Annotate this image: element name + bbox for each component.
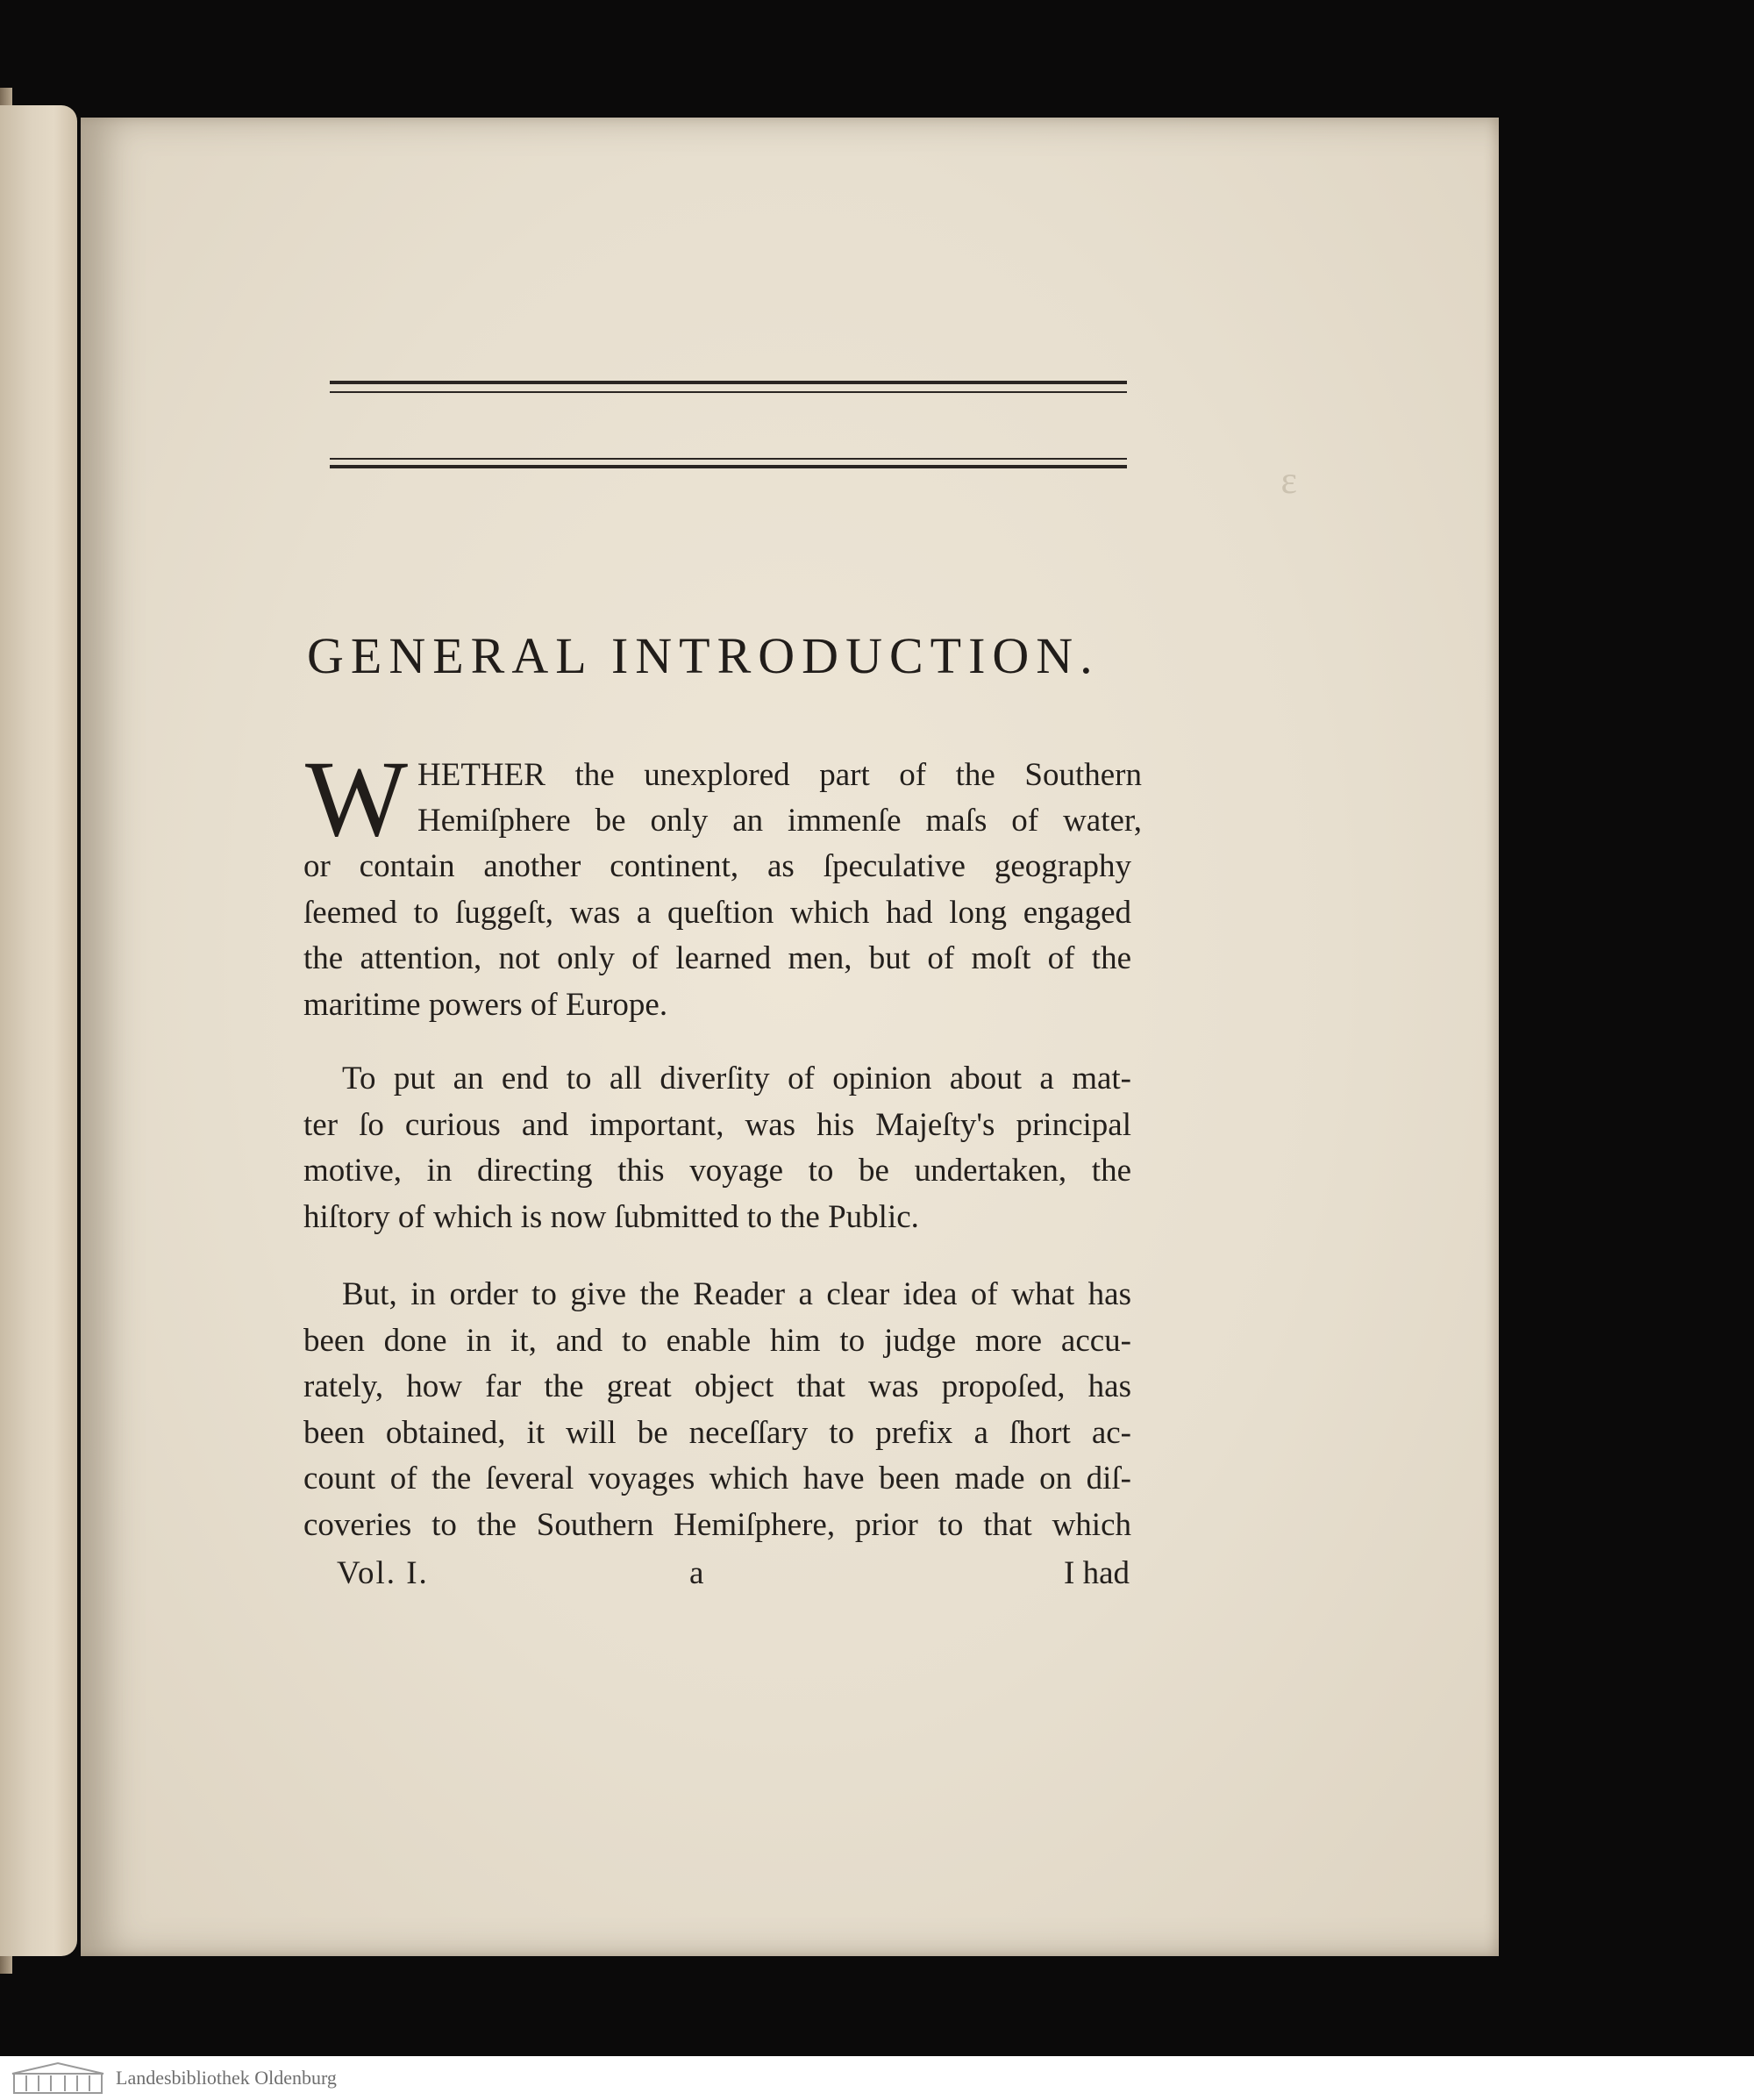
text-line: rately, how far the great object that was propoſed, has — [303, 1368, 1131, 1404]
library-name: Landesbibliothek Oldenburg — [116, 2067, 337, 2089]
previous-page-edge — [0, 105, 77, 1956]
paragraph-2 — [303, 1056, 1131, 1240]
header-rule-bottom-2 — [330, 465, 1127, 468]
book-page — [81, 118, 1499, 1956]
page-title: GENERAL INTRODUCTION. — [307, 627, 1100, 684]
header-rule-bottom-1 — [330, 458, 1127, 460]
text-line: hiſtory of which is now ſubmitted to the Public. — [303, 1198, 919, 1235]
page-footer — [337, 1554, 1130, 1598]
drop-cap: W — [305, 739, 409, 859]
library-building-icon — [9, 2061, 107, 2095]
text-line: ſeemed to ſuggeſt, was a queſtion which had long engaged — [303, 894, 1131, 931]
para1-line2: Hemiſphere be only an immenſe maſs of water, — [417, 803, 1142, 839]
para1-line1: HETHER the unexplored part of the Southern — [417, 757, 1142, 793]
text-line: coveries to the Southern Hemiſphere, prior to that which — [303, 1506, 1131, 1543]
text-line: ter ſo curious and important, was his Majeſty's principal — [303, 1106, 1131, 1143]
text-line: the attention, not only of learned men, but of moſt of the — [303, 940, 1131, 976]
paragraph-1 — [303, 844, 1131, 1028]
library-footer-bar — [0, 2056, 1754, 2100]
text-line: maritime powers of Europe. — [303, 986, 668, 1023]
volume-label: Vol. I. — [337, 1555, 429, 1591]
header-rule-top-2 — [330, 391, 1127, 393]
show-through-text: ε — [1280, 459, 1297, 502]
paragraph-3 — [303, 1272, 1131, 1548]
text-line: or contain another continent, as ſpeculative geography — [303, 848, 1131, 884]
text-line: been obtained, it will be neceſſary to prefix a ſhort ac- — [303, 1414, 1131, 1451]
text-line: been done in it, and to enable him to judge more accu- — [303, 1322, 1131, 1359]
header-rule-top-1 — [330, 381, 1127, 384]
text-line: But, in order to give the Reader a clear idea of what has — [342, 1276, 1131, 1312]
text-line: motive, in directing this voyage to be undertaken, the — [303, 1153, 1131, 1189]
catchword: I had — [1064, 1555, 1130, 1591]
text-line: count of the ſeveral voyages which have been made on diſ- — [303, 1461, 1131, 1496]
text-line: To put an end to all diverſity of opinion about a mat- — [342, 1061, 1131, 1096]
signature-mark: a — [689, 1555, 704, 1591]
